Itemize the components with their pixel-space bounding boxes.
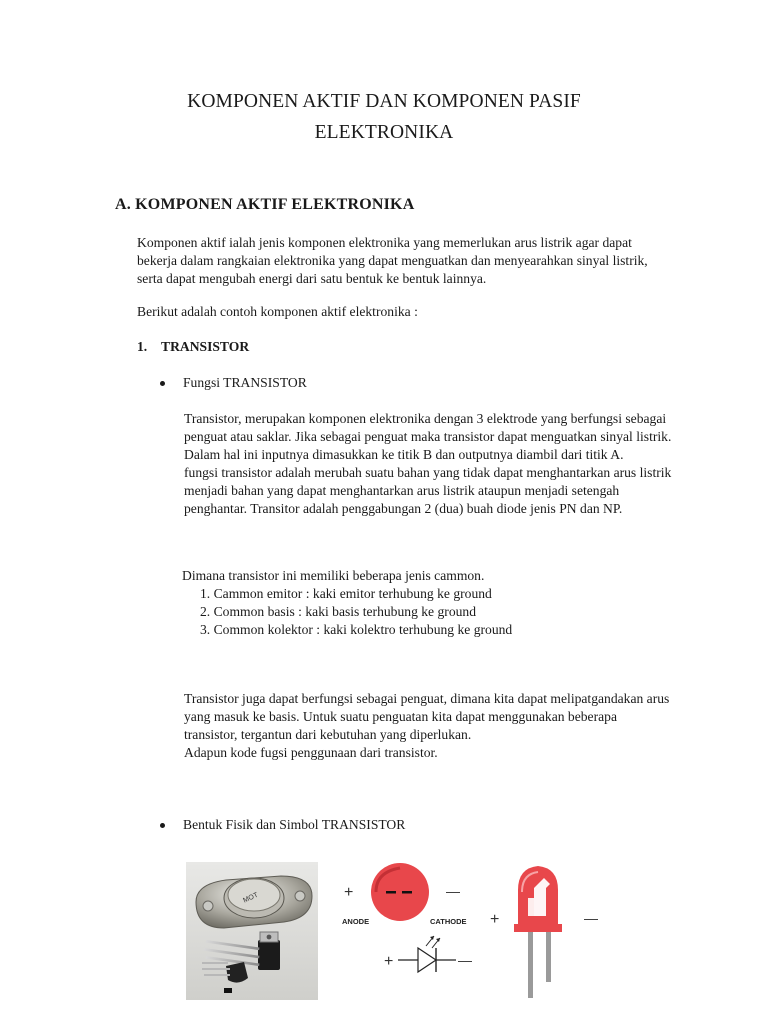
fungsi-paragraph (184, 410, 714, 518)
bullet-bentuk (160, 816, 460, 834)
heading-number: 1. (137, 339, 148, 354)
intro-line: bekerja dalam rangkaian elektronika yang dapat menguatkan dan menyearahkan sinyal listrik, (137, 253, 648, 268)
intro-paragraph (137, 234, 697, 288)
transistor-photo (186, 862, 318, 1000)
cammon-list (200, 585, 512, 639)
svg-text:MOT: MOT (242, 891, 260, 905)
minus-label: — (446, 883, 460, 899)
title-line-2: ELEKTRONIKA (314, 122, 454, 143)
title-line-1: KOMPONEN AKTIF DAN KOMPONEN PASIF (187, 91, 581, 112)
side-minus-label: — (584, 910, 598, 926)
anode-label: ANODE (342, 917, 370, 926)
penguat-line: Transistor juga dapat berfungsi sebagai penguat, dimana kita dapat melipatgandakan arus (184, 691, 670, 706)
fungsi-line: fungsi transistor adalah merubah suatu bahan yang tidak dapat menghantarkan arus listrik (184, 465, 672, 480)
bullet-dot-icon (160, 381, 165, 386)
bullet-fungsi (160, 374, 460, 392)
led-symbol-diagram (338, 862, 484, 1000)
plus-label: + (344, 884, 354, 901)
bullet-bentuk-text: Bentuk Fisik dan Simbol TRANSISTOR (183, 817, 406, 832)
symbol-minus-label: — (458, 952, 472, 968)
fungsi-line: menjadi bahan yang dapat menghantarkan arus listrik ataupun menjadi setengah (184, 483, 620, 498)
section-heading-a: A. KOMPONEN AKTIF ELEKTRONIKA (115, 196, 415, 213)
penguat-line: transistor, tergantun dari kebutuhan yang diperlukan. (184, 727, 472, 742)
led-side-icon (488, 862, 610, 1000)
penguat-line: yang masuk ke basis. Untuk suatu penguatan kita dapat menggunakan beberapa (184, 709, 617, 724)
heading-label: TRANSISTOR (161, 339, 250, 354)
list-item: 3. Common kolektor : kaki kolektro terhubung ke ground (200, 622, 513, 637)
fungsi-line: Dalam hal ini inputnya dimasukkan ke titik B dan outputnya diambil dari titik A. (184, 447, 624, 462)
intro-line: serta dapat mengubah energi dari satu bentuk ke bentuk lainnya. (137, 271, 487, 286)
list-item: 2. Common basis : kaki basis terhubung ke ground (200, 604, 477, 619)
bullet-fungsi-text: Fungsi TRANSISTOR (183, 375, 307, 390)
cathode-label: CATHODE (430, 917, 467, 926)
penguat-line: Adapun kode fugsi penggunaan dari transistor. (184, 745, 438, 760)
led-diagram-icon (338, 862, 484, 1000)
heading-transistor (137, 339, 249, 355)
fungsi-line: Transistor, merupakan komponen elektronika dengan 3 elektrode yang berfungsi sebagai (184, 411, 667, 426)
list-item: 1. Cammon emitor : kaki emitor terhubung ke ground (200, 586, 492, 601)
fungsi-line: penguat atau saklar. Jika sebagai penguat maka transistor dapat menguatkan sinyal listrik. (184, 429, 672, 444)
examples-intro: Berikut adalah contoh komponen aktif elektronika : (137, 304, 418, 319)
fungsi-line: penghantar. Transitor adalah penggabungan 2 (dua) buah diode jenis PN dan NP. (184, 501, 623, 516)
bullet-dot-icon (160, 823, 165, 828)
cammon-intro: Dimana transistor ini memiliki beberapa jenis cammon. (182, 568, 485, 583)
page-title (0, 86, 768, 148)
transistor-photo-icon (186, 862, 318, 1000)
penguat-paragraph (184, 690, 714, 762)
symbol-plus-label: + (384, 953, 394, 970)
led-side-view (488, 862, 610, 1000)
side-plus-label: + (490, 911, 500, 928)
intro-line: Komponen aktif ialah jenis komponen elektronika yang memerlukan arus listrik agar dapat (137, 235, 632, 250)
